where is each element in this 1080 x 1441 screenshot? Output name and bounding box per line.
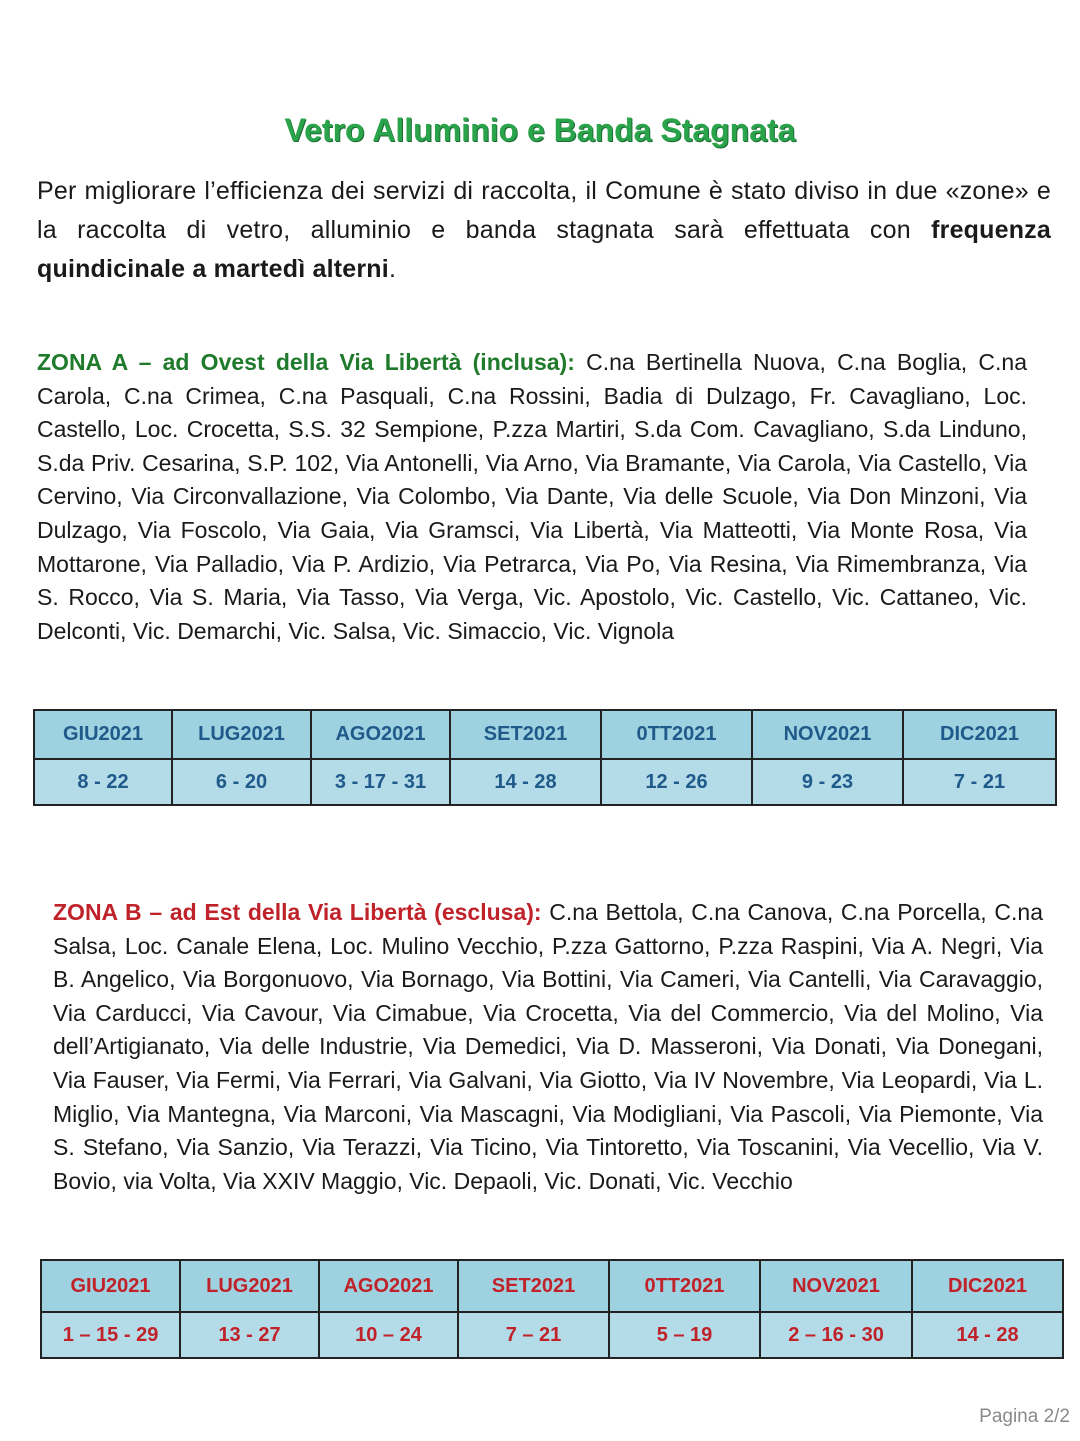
days-cell: 10 – 24: [319, 1312, 458, 1358]
zone-b-months-row: [41, 1260, 1063, 1312]
days-cell: 14 - 28: [912, 1312, 1063, 1358]
days-cell: 12 - 26: [601, 759, 752, 805]
zone-b-streets: C.na Bettola, C.na Canova, C.na Porcella, C.na Salsa, Loc. Canale Elena, Loc. Mulino Vecchio, P.zza Gattorno, P.zza Raspini, Via A. Negri, Via B. Angelico, Via Borgonuovo, Via Bornago, Via Bottini, Via Cameri, Via Cantelli, Via Caravaggio, Via Carducci, Via Cavour, Via Cimabue, Via Crocetta, Via del Commercio, Via del Molino, Via dell’Artigianato, Via delle Industrie, Via Demedici, Via D. Masseroni, Via Donati, Via Donegani, Via Fauser, Via Fermi, Via Ferrari, Via Galvani, Via Giotto, Via IV Novembre, Via Leopardi, Via L. Miglio, Via Mantegna, Via Marconi, Via Mascagni, Via Modigliani, Via Pascoli, Via Piemonte, Via S. Stefano, Via Sanzio, Via Terazzi, Via Ticino, Via Tintoretto, Via Toscanini, Via Vecellio, Via V. Bovio, via Volta, Via XXIV Maggio, Vic. Depaoli, Vic. Donati, Vic. Vecchio: [53, 899, 1043, 1194]
intro-text: Per migliorare l’efficienza dei servizi di raccolta, il Comune è stato diviso in due «zone» e la raccolta di vetro, alluminio e banda stagnata sarà effettuata con: [37, 177, 1051, 244]
days-cell: 8 - 22: [34, 759, 172, 805]
days-cell: 6 - 20: [172, 759, 311, 805]
month-cell: SET2021: [458, 1260, 609, 1312]
month-cell: 0TT2021: [609, 1260, 760, 1312]
page-title: Vetro Alluminio e Banda Stagnata: [284, 112, 796, 148]
days-cell: 9 - 23: [752, 759, 903, 805]
month-cell: LUG2021: [180, 1260, 319, 1312]
days-cell: 7 - 21: [903, 759, 1056, 805]
month-cell: GIU2021: [41, 1260, 180, 1312]
zone-b-days-row: [41, 1312, 1063, 1358]
month-cell: NOV2021: [760, 1260, 912, 1312]
zone-a-months-row: [34, 710, 1056, 759]
month-cell: AGO2021: [311, 710, 450, 759]
zone-b-label: ZONA B – ad Est della Via Libertà (esclusa):: [53, 899, 542, 925]
zone-b-description: [53, 896, 1043, 1198]
zone-a-days-row: [34, 759, 1056, 805]
intro-frequency: frequenza quindicinale a martedì alterni: [37, 216, 1051, 283]
month-cell: AGO2021: [319, 1260, 458, 1312]
page-number: Pagina 2/2: [979, 1406, 1070, 1427]
intro-paragraph: [37, 172, 1051, 289]
days-cell: 1 – 15 - 29: [41, 1312, 180, 1358]
days-cell: 7 – 21: [458, 1312, 609, 1358]
days-cell: 5 – 19: [609, 1312, 760, 1358]
days-cell: 2 – 16 - 30: [760, 1312, 912, 1358]
month-cell: LUG2021: [172, 710, 311, 759]
month-cell: NOV2021: [752, 710, 903, 759]
days-cell: 13 - 27: [180, 1312, 319, 1358]
month-cell: DIC2021: [912, 1260, 1063, 1312]
days-cell: 3 - 17 - 31: [311, 759, 450, 805]
zone-a-label: ZONA A – ad Ovest della Via Libertà (inclusa):: [37, 349, 575, 375]
month-cell: GIU2021: [34, 710, 172, 759]
zone-a-streets: C.na Bertinella Nuova, C.na Boglia, C.na Carola, C.na Crimea, C.na Pasquali, C.na Rossini, Badia di Dulzago, Fr. Cavagliano, Loc. Castello, Loc. Crocetta, S.S. 32 Sempione, P.zza Martiri, S.da Com. Cavagliano, S.da Linduno, S.da Priv. Cesarina, S.P. 102, Via Antonelli, Via Arno, Via Bramante, Via Carola, Via Castello, Via Cervino, Via Circonvallazione, Via Colombo, Via Dante, Via delle Scuole, Via Don Minzoni, Via Dulzago, Via Foscolo, Via Gaia, Via Gramsci, Via Libertà, Via Matteotti, Via Monte Rosa, Via Mottarone, Via Palladio, Via P. Ardizio, Via Petrarca, Via Po, Via Resina, Via Rimembranza, Via S. Rocco, Via S. Maria, Via Tasso, Via Verga, Vic. Apostolo, Vic. Castello, Vic. Cattaneo, Vic. Delconti, Vic. Demarchi, Vic. Salsa, Vic. Simaccio, Vic. Vignola: [37, 349, 1027, 644]
days-cell: 14 - 28: [450, 759, 601, 805]
month-cell: 0TT2021: [601, 710, 752, 759]
zone-a-description: [37, 346, 1027, 648]
month-cell: SET2021: [450, 710, 601, 759]
zone-b-schedule-table: [40, 1259, 1064, 1359]
month-cell: DIC2021: [903, 710, 1056, 759]
zone-a-schedule-table: [33, 709, 1057, 806]
intro-end: .: [388, 255, 397, 283]
